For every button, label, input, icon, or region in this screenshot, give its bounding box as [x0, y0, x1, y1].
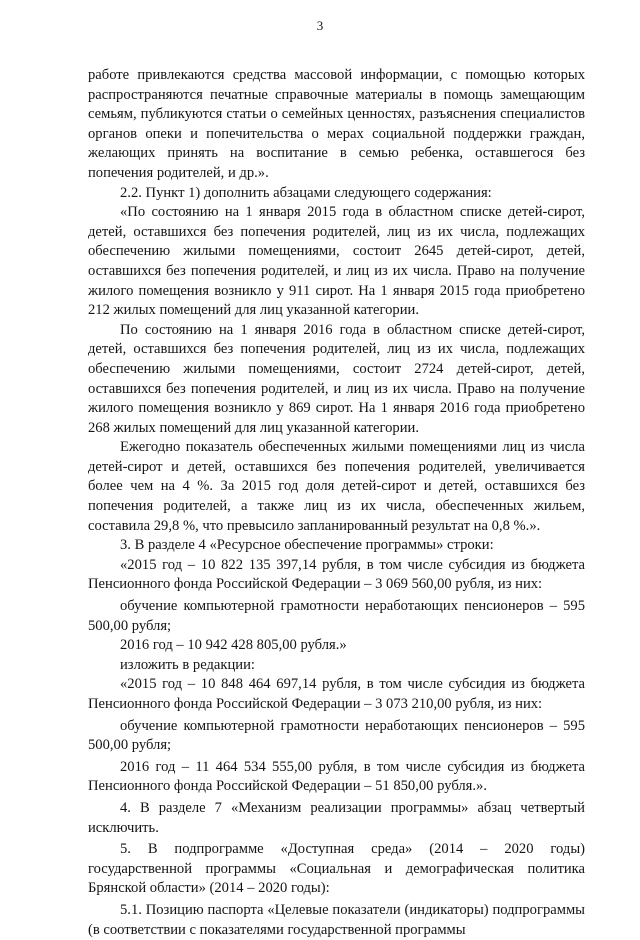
paragraph-item-5-1: 5.1. Позицию паспорта «Целевые показатели (индикаторы) подпрограммы (в соответствии с показателями государственной программы: [88, 901, 585, 938]
paragraph-new-2016: 2016 год – 11 464 534 555,00 рубля, в том числе субсидия из бюджета Пенсионного фонда Российской Федерации – 51 850,00 рубля.».: [88, 758, 585, 795]
paragraph-status-2016: По состоянию на 1 января 2016 года в областном списке детей-сирот, детей, оставшихся без попечения родителей, лиц из их числа, подлежащих обеспечению жилыми помещениями, состоит 2724 детей-сирот, детей, оставшихся без попечения родителей, и лиц из их числа. Право на получение жилого помещения возникло у 869 сирот. На 1 января 2016 года приобретено 268 жилых помещений для лиц указанной категории.: [88, 321, 585, 436]
paragraph-old-2015: «2015 год – 10 822 135 397,14 рубля, в том числе субсидия из бюджета Пенсионного фонда Российской Федерации – 3 069 560,00 рубля, из них:: [88, 556, 585, 593]
paragraph-item-2-2: 2.2. Пункт 1) дополнить абзацами следующего содержания:: [120, 184, 492, 201]
paragraph-status-2015: «По состоянию на 1 января 2015 года в областном списке детей-сирот, детей, оставшихся без попечения родителей, лиц из их числа, подлежащих обеспечению жилыми помещениями, состоит 2645 детей-сирот, детей, оставшихся без попечения родителей, и лиц из их числа. Право на получение жилого помещения возникло у 911 сирот. На 1 января 2015 года приобретено 212 жилых помещений для лиц указанной категории.: [88, 204, 585, 319]
paragraph-old-training: обучение компьютерной грамотности неработающих пенсионеров – 595 500,00 рубля;: [88, 598, 585, 634]
paragraph-item-3: 3. В разделе 4 «Ресурсное обеспечение программы» строки:: [120, 537, 494, 554]
paragraph-old-2016: 2016 год – 10 942 428 805,00 рубля.»: [120, 637, 347, 654]
paragraph-new-training: обучение компьютерной грамотности неработающих пенсионеров – 595 500,00 рубля;: [88, 717, 585, 754]
paragraph-new-2015: «2015 год – 10 848 464 697,14 рубля, в том числе субсидия из бюджета Пенсионного фонда Российской Федерации – 3 073 210,00 рубля, из них:: [88, 676, 585, 712]
document-body: [88, 66, 585, 940]
paragraph-item-4: 4. В разделе 7 «Механизм реализации программы» абзац четвертый исключить.: [88, 799, 585, 836]
paragraph-continuation: работе привлекаются средства массовой информации, с помощью которых распространяются печатные справочные материалы в помощь замещающим семьям, публикуются статьи о семейных ценностях, разъяснения специалистов органов опеки и попечительства о мерах социальной поддержки граждан, желающих принять на воспитание в семью ребенка, оставшегося без попечения родителей, и др.».: [88, 67, 585, 181]
paragraph-annual-indicator: Ежегодно показатель обеспеченных жилыми помещениями лиц из числа детей-сирот и детей, оставшихся без попечения родителей, увеличивается более чем на 4 %. За 2015 год доля детей-сирот и детей, оставшихся без попечения родителей, а также лиц из их числа, обеспеченных жильем, составила 29,8 %, что превысило запланированный результат на 0,8 %.».: [88, 439, 585, 534]
paragraph-new-edition: изложить в редакции:: [120, 656, 255, 673]
paragraph-item-5: 5. В подпрограмме «Доступная среда» (2014 – 2020 годы) государственной программы «Социальная и демографическая политика Брянской области» (2014 – 2020 годы):: [88, 841, 585, 897]
page-number: 3: [316, 18, 324, 33]
